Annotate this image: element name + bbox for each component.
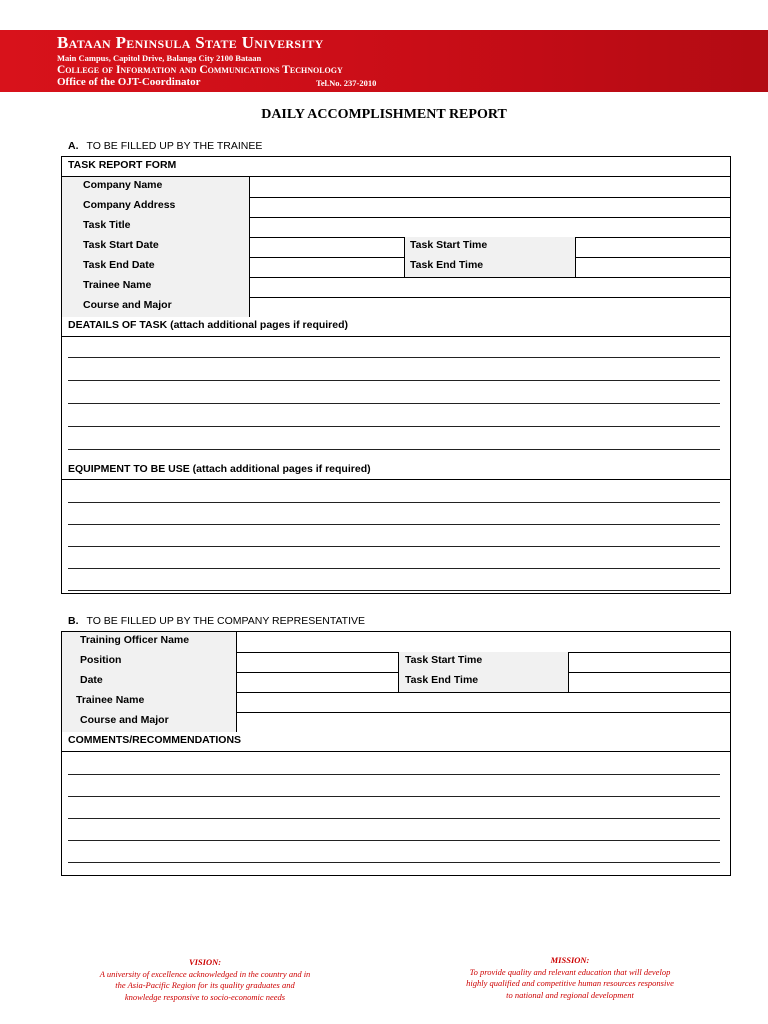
row-task-end: [62, 257, 730, 278]
details-area[interactable]: [62, 337, 730, 463]
section-a-title: TO BE FILLED UP BY THE TRAINEE: [86, 140, 263, 152]
equipment-line: [68, 502, 720, 503]
label-date: Date: [62, 672, 237, 692]
row-task-title: [62, 217, 730, 238]
comments-line: [68, 862, 720, 863]
mission-line: to national and regional development: [506, 989, 634, 1000]
form-title-row: [62, 157, 730, 177]
section-a-heading: [68, 140, 262, 152]
row-date: [62, 672, 730, 693]
row-b-course-major: [62, 712, 730, 733]
label-company-name: Company Name: [62, 177, 250, 197]
task-end-time-field[interactable]: [576, 257, 730, 277]
row-task-start: [62, 237, 730, 258]
mission-heading: MISSION:: [550, 955, 590, 965]
trainee-name-field[interactable]: [250, 277, 730, 297]
mission-line: To provide quality and relevant education that will develop: [469, 966, 671, 977]
section-b-heading: [68, 615, 365, 627]
label-task-title: Task Title: [62, 217, 250, 237]
task-start-time-field[interactable]: [576, 237, 730, 257]
comments-heading-row: [62, 732, 730, 752]
label-position: Position: [62, 652, 237, 672]
position-field[interactable]: [237, 652, 398, 672]
vision-line: the Asia-Pacific Region for its quality graduates and: [115, 980, 295, 990]
page-title: DAILY ACCOMPLISHMENT REPORT: [261, 107, 507, 122]
label-b-course-major: Course and Major: [62, 712, 237, 732]
campus-address: Main Campus, Capitol Drive, Balanga City 2100 Bataan: [57, 53, 262, 63]
equipment-heading-row: [62, 462, 730, 480]
comments-line: [68, 796, 720, 797]
header-banner: [0, 30, 768, 92]
b-trainee-name-field[interactable]: [237, 692, 730, 712]
vision-block: [55, 957, 355, 1003]
company-address-field[interactable]: [250, 197, 730, 217]
comments-area[interactable]: [62, 752, 730, 875]
label-task-end-date: Task End Date: [62, 257, 250, 277]
details-line: [68, 403, 720, 404]
office-name: Office of the OJT-Coordinator: [57, 76, 201, 88]
university-name: Bataan Peninsula State University: [57, 33, 324, 52]
label-task-start-date: Task Start Date: [62, 237, 250, 257]
label-b-task-end-time: Task End Time: [398, 672, 569, 692]
comments-line: [68, 818, 720, 819]
task-end-date-field[interactable]: [250, 257, 404, 277]
college-name: College of Information and Communications Technology: [57, 64, 343, 76]
date-field[interactable]: [237, 672, 398, 692]
telephone: Tel.No. 237-2010: [316, 78, 377, 88]
section-b-letter: B.: [68, 615, 79, 627]
label-trainee-name: Trainee Name: [62, 277, 250, 297]
row-company-name: [62, 177, 730, 198]
company-rep-form: [61, 631, 731, 876]
course-major-field[interactable]: [250, 297, 730, 317]
section-b-title: TO BE FILLED UP BY THE COMPANY REPRESENTATIVE: [86, 615, 366, 627]
label-course-major: Course and Major: [62, 297, 250, 317]
row-course-major: [62, 297, 730, 318]
mission-block: [420, 955, 720, 1001]
mission-line: highly qualified and competitive human resources responsive: [466, 978, 674, 988]
vision-line: knowledge responsive to socio-economic needs: [124, 991, 286, 1002]
details-line: [68, 357, 720, 358]
company-name-field[interactable]: [250, 177, 730, 197]
section-a-letter: A.: [68, 140, 79, 152]
label-task-start-time: Task Start Time: [404, 237, 576, 257]
training-officer-field[interactable]: [237, 632, 730, 652]
row-position: [62, 652, 730, 673]
b-task-start-time-field[interactable]: [569, 652, 730, 672]
equipment-heading: EQUIPMENT TO BE USE (attach additional pages if required): [68, 463, 371, 475]
label-task-end-time: Task End Time: [404, 257, 576, 277]
label-b-trainee-name: Trainee Name: [62, 692, 237, 712]
details-line: [68, 449, 720, 450]
vision-heading: VISION:: [188, 957, 222, 967]
equipment-line: [68, 590, 720, 591]
comments-heading: COMMENTS/RECOMMENDATIONS: [68, 734, 242, 746]
details-line: [68, 380, 720, 381]
row-training-officer: [62, 632, 730, 653]
details-heading: DEATAILS OF TASK (attach additional pages if required): [68, 319, 349, 331]
form-title: TASK REPORT FORM: [68, 159, 177, 171]
comments-line: [68, 774, 720, 775]
details-heading-row: [62, 317, 730, 337]
b-task-end-time-field[interactable]: [569, 672, 730, 692]
comments-line: [68, 840, 720, 841]
task-report-form: [61, 156, 731, 594]
equipment-line: [68, 546, 720, 547]
label-training-officer: Training Officer Name: [62, 632, 237, 652]
equipment-line: [68, 568, 720, 569]
vision-line: A university of excellence acknowledged in the country and in: [99, 968, 311, 979]
b-course-major-field[interactable]: [237, 712, 730, 732]
task-start-date-field[interactable]: [250, 237, 404, 257]
details-line: [68, 426, 720, 427]
label-b-task-start-time: Task Start Time: [398, 652, 569, 672]
row-trainee-name: [62, 277, 730, 298]
equipment-area[interactable]: [62, 480, 730, 593]
row-company-address: [62, 197, 730, 218]
equipment-line: [68, 524, 720, 525]
task-title-field[interactable]: [250, 217, 730, 237]
label-company-address: Company Address: [62, 197, 250, 217]
row-b-trainee-name: [62, 692, 730, 713]
